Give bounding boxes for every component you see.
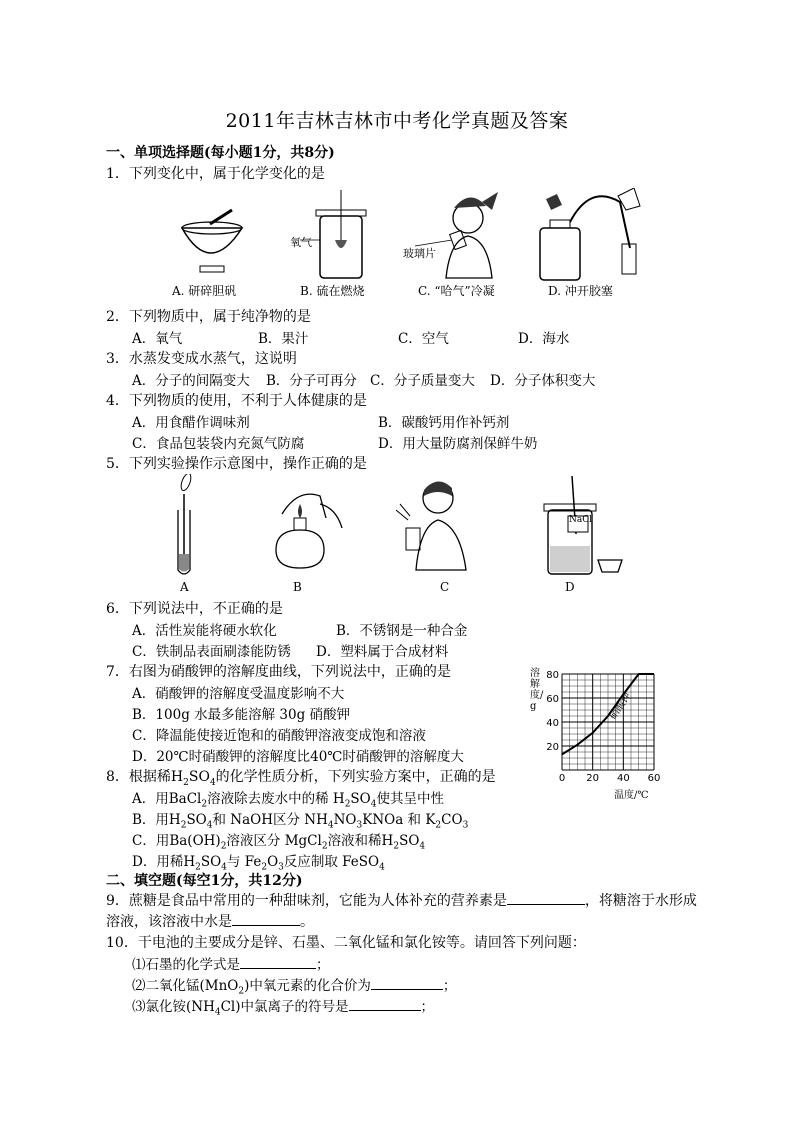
question-7-stem: 7．右图为硝酸钾的溶解度曲线，下列说法中，正确的是 bbox=[106, 664, 451, 680]
x-tick-label: 0 bbox=[558, 773, 566, 784]
label-nacl: NaCl bbox=[569, 515, 593, 525]
question-9-line-1: 9．蔗糖是食品中常用的一种甜味剂，它能为人体补充的营养素是 ，将糖溶于水形成 bbox=[106, 890, 697, 910]
q1-caption-b: B. 硫在燃烧 bbox=[300, 284, 365, 298]
q6-option-d: D．塑料属于合成材料 bbox=[316, 644, 449, 660]
q3-option-d: D．分子体积变大 bbox=[490, 373, 596, 389]
q8-option-d: D．用稀$H_2SO_4$与 $Fe_2O_3$反应制取 FeSO$_4$ bbox=[132, 854, 385, 873]
q9-blank-1[interactable] bbox=[507, 890, 585, 905]
y-tick-label: 60 bbox=[546, 694, 559, 705]
q1-caption-c: C. “哈气”冷凝 bbox=[418, 284, 495, 298]
q5-caption-c: C bbox=[440, 580, 450, 594]
q4-option-a: A．用食醋作调味剂 bbox=[132, 415, 250, 431]
label-glass: 玻璃片 bbox=[403, 247, 436, 260]
q5-caption-d: D bbox=[565, 580, 575, 594]
solubility-chart bbox=[530, 664, 670, 800]
q10-sub-2: ⑵二氧化锰(MnO$_2$)中氧元素的化合价为 ； bbox=[132, 974, 456, 997]
q4-option-c: C．食品包装袋内充氮气防腐 bbox=[132, 436, 305, 452]
x-tick-label: 60 bbox=[647, 773, 661, 784]
q7-option-a: A．硝酸钾的溶解度受温度影响不大 bbox=[132, 686, 345, 702]
q6-option-b: B．不锈钢是一种合金 bbox=[336, 623, 468, 639]
chart-xlabel: 温度/℃ bbox=[614, 790, 649, 801]
question-5-figures bbox=[170, 474, 650, 578]
question-3-stem: 3．水蒸发变成水蒸气，这说明 bbox=[106, 351, 297, 367]
boy-smelling-figure bbox=[396, 481, 466, 570]
stopper-pop-figure bbox=[540, 188, 640, 280]
question-10-stem: 10．干电池的主要成分是锌、石墨、二氧化锰和氯化铵等。请回答下列问题： bbox=[106, 935, 586, 951]
q2-option-c: C．空气 bbox=[398, 331, 449, 347]
q4-option-b: B．碳酸钙用作补钙剂 bbox=[378, 415, 510, 431]
q5-caption-a: A bbox=[180, 580, 189, 594]
y-tick-label: 20 bbox=[546, 742, 559, 753]
q10-blank-3[interactable] bbox=[349, 996, 421, 1011]
test-tube-dropper-figure bbox=[178, 474, 193, 574]
q7-option-d: D．20℃时硝酸钾的溶解度比40℃时硝酸钾的溶解度大 bbox=[132, 749, 464, 765]
q3-option-a: A．分子的间隔变大 bbox=[132, 373, 250, 389]
q1-caption-a: A. 研碎胆矾 bbox=[172, 284, 237, 298]
q5-caption-b: B bbox=[293, 580, 302, 594]
x-tick-label: 20 bbox=[586, 773, 600, 784]
series-label: 硝酸钾 bbox=[607, 690, 634, 722]
q1-caption-d: D. 冲开胶塞 bbox=[548, 284, 613, 298]
q2-option-a: A．氧气 bbox=[132, 331, 183, 347]
q10-sub-1: ⑴石墨的化学式是 ； bbox=[132, 953, 330, 973]
girl-breathing-figure bbox=[415, 192, 498, 278]
q8-option-b: B．用$H_2SO_4$和 NaOH区分 $NH_4NO_3KNOa$ 和 $K_2CO_3$ bbox=[132, 812, 469, 831]
alcohol-lamp-figure bbox=[276, 494, 342, 568]
q10-sub-3: ⑶氯化铵$(NH_4Cl)$中氯离子的符号是 ； bbox=[132, 995, 434, 1018]
question-2-stem: 2．下列物质中，属于纯净物的是 bbox=[106, 309, 311, 325]
q10-blank-2[interactable] bbox=[371, 975, 443, 990]
section-heading-1: 一、单项选择题(每小题1分，共8分) bbox=[106, 145, 335, 161]
nacl-jar-figure bbox=[544, 476, 622, 574]
question-4-stem: 4．下列物质的使用，不利于人体健康的是 bbox=[106, 393, 367, 409]
q3-option-c: C．分子质量变大 bbox=[370, 373, 475, 389]
question-9-line-2: 溶液，该溶液中水是 。 bbox=[106, 911, 314, 931]
question-1-stem: 1．下列变化中，属于化学变化的是 bbox=[106, 166, 325, 182]
q3-option-b: B．分子可再分 bbox=[266, 373, 357, 389]
y-tick-label: 80 bbox=[546, 670, 559, 681]
page-title: 2011年吉林吉林市中考化学真题及答案 bbox=[225, 110, 569, 132]
question-6-stem: 6．下列说法中，不正确的是 bbox=[106, 601, 283, 617]
y-tick-label: 40 bbox=[546, 718, 559, 729]
q4-option-d: D．用大量防腐剂保鲜牛奶 bbox=[378, 436, 538, 452]
section-heading-2: 二、填空题(每空1分，共12分) bbox=[106, 873, 303, 889]
q7-option-c: C．降温能使接近饱和的硝酸钾溶液变成饱和溶液 bbox=[132, 728, 426, 744]
question-8-stem: 8．根据稀$H_2SO_4$的化学性质分析，下列实验方案中，正确的是 bbox=[106, 769, 496, 788]
label-oxygen: 氧气 bbox=[290, 236, 312, 249]
q6-option-a: A．活性炭能将硬水软化 bbox=[132, 623, 277, 639]
q7-option-b: B．100g 水最多能溶解 30g 硝酸钾 bbox=[132, 707, 351, 723]
q6-option-c: C．铁制品表面刷漆能防锈 bbox=[132, 644, 291, 660]
q9-blank-2[interactable] bbox=[232, 911, 300, 926]
mortar-figure bbox=[182, 210, 242, 272]
q2-option-b: B．果汁 bbox=[258, 331, 309, 347]
q10-blank-1[interactable] bbox=[240, 954, 316, 969]
chart-ylabel: 溶解度/g bbox=[530, 668, 544, 712]
chart-grid bbox=[562, 674, 654, 770]
q8-option-a: A．用BaCl$_2$溶液除去废水中的稀 $H_2SO_4$使其呈中性 bbox=[132, 791, 444, 810]
question-5-stem: 5．下列实验操作示意图中，操作正确的是 bbox=[106, 456, 367, 472]
q8-option-c: C．用$Ba(OH)_2$溶液区分 MgCl$_2$溶液和稀$H_2SO_4$ bbox=[132, 833, 426, 852]
chart-ticks bbox=[546, 670, 660, 784]
x-tick-label: 40 bbox=[616, 773, 630, 784]
q2-option-d: D．海水 bbox=[518, 331, 570, 347]
